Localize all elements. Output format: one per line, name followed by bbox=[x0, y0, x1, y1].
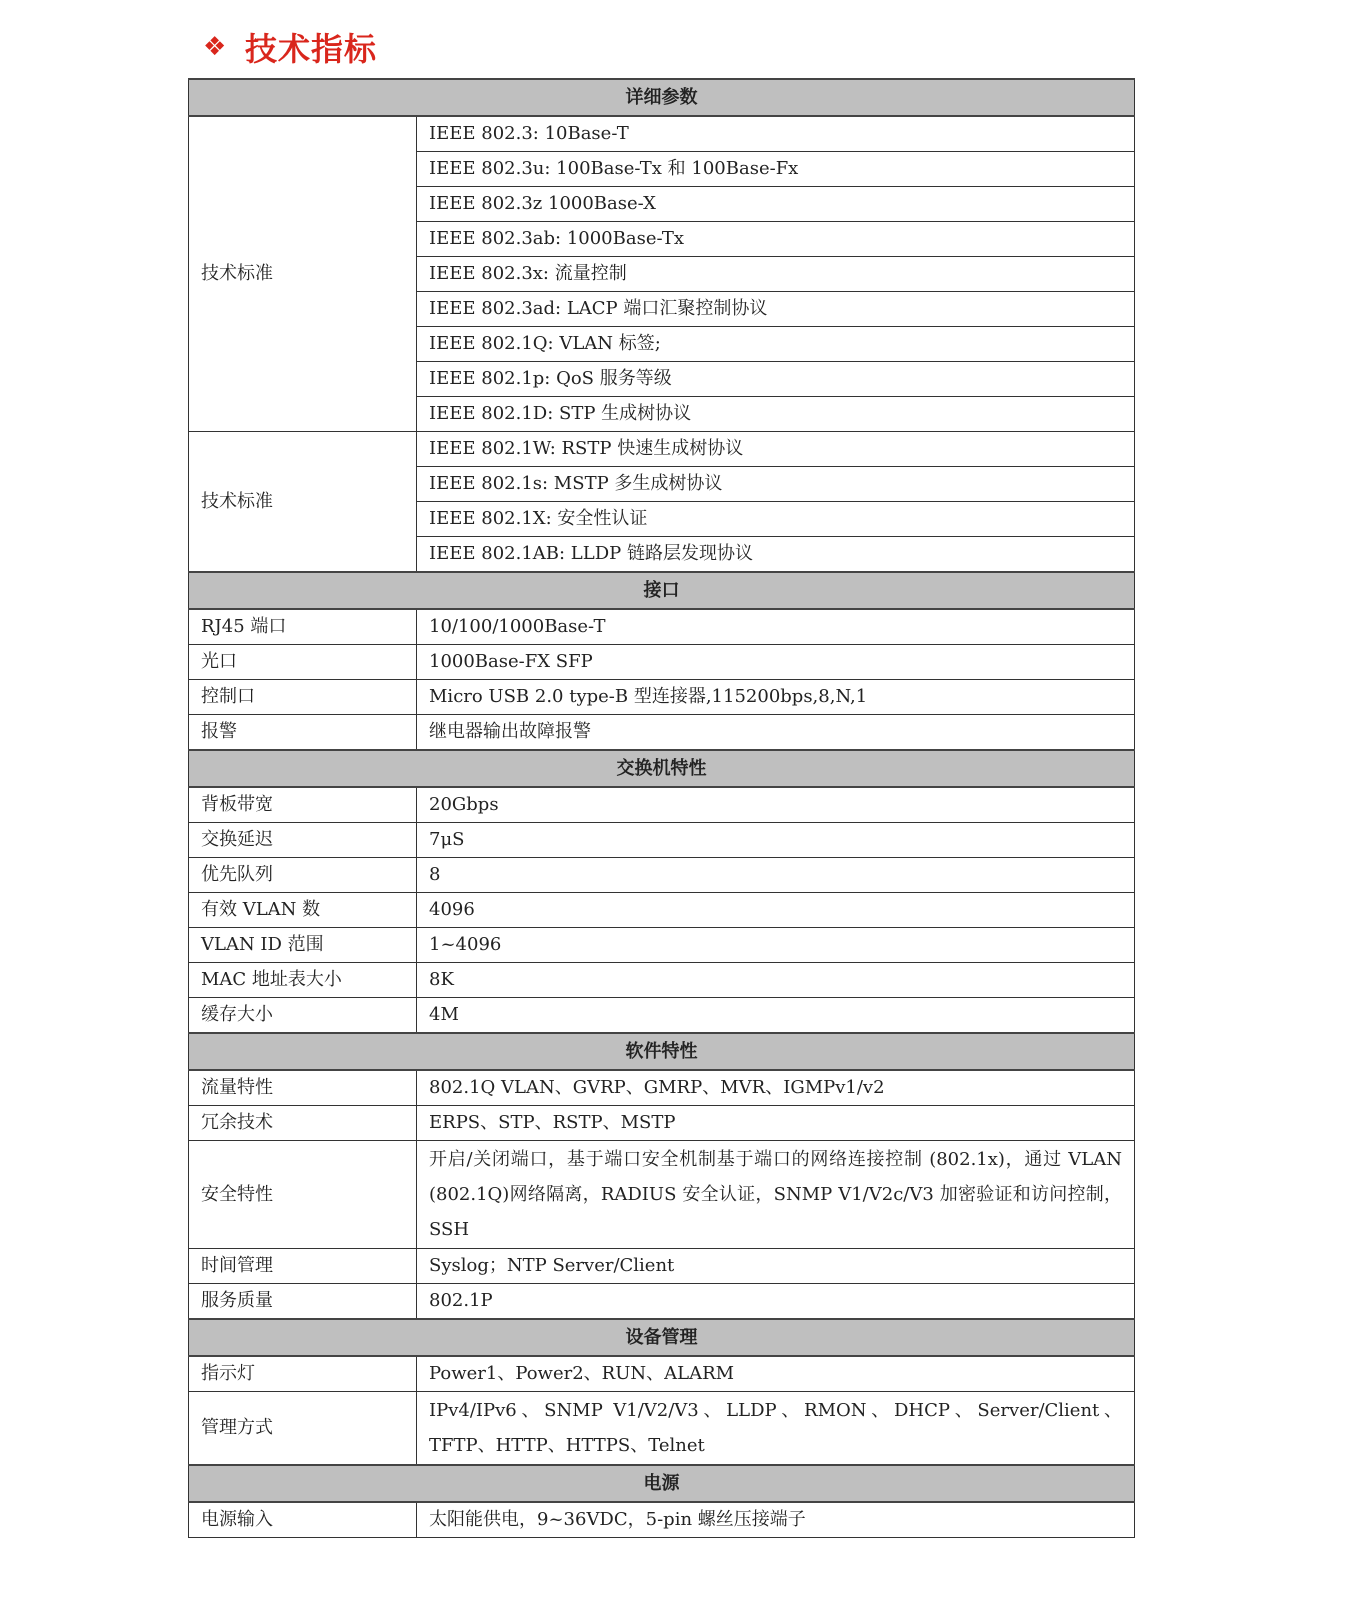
row-value: 继电器输出故障报警 bbox=[417, 715, 1135, 751]
row-label: 时间管理 bbox=[189, 1249, 417, 1284]
row-value: ERPS、STP、RSTP、MSTP bbox=[417, 1106, 1135, 1141]
table-row bbox=[189, 858, 1135, 893]
diamond-quad-icon: ❖ bbox=[203, 32, 227, 62]
section-heading: 电源 bbox=[189, 1465, 1135, 1502]
row-label: 指示灯 bbox=[189, 1356, 417, 1392]
table-row bbox=[189, 1392, 1135, 1466]
row-label: 技术标准 bbox=[189, 116, 417, 432]
table-row bbox=[189, 1141, 1135, 1249]
row-value: IEEE 802.1s: MSTP 多生成树协议 bbox=[417, 467, 1135, 502]
table-row bbox=[189, 893, 1135, 928]
table-row bbox=[189, 609, 1135, 645]
table-row bbox=[189, 715, 1135, 751]
row-value: 10/100/1000Base-T bbox=[417, 609, 1135, 645]
row-value: 1000Base-FX SFP bbox=[417, 645, 1135, 680]
table-row bbox=[189, 787, 1135, 823]
row-value: Power1、Power2、RUN、ALARM bbox=[417, 1356, 1135, 1392]
row-value: IEEE 802.3ad: LACP 端口汇聚控制协议 bbox=[417, 292, 1135, 327]
row-value: IEEE 802.1Q: VLAN 标签; bbox=[417, 327, 1135, 362]
section-header-details bbox=[189, 79, 1135, 116]
row-value: 开启/关闭端口，基于端口安全机制基于端口的网络连接控制 (802.1x)，通过 VLAN (802.1Q)网络隔离，RADIUS 安全认证，SNMP V1/V2c/V3 加密验证和访问控制，SSH bbox=[417, 1141, 1135, 1249]
row-value: 1~4096 bbox=[417, 928, 1135, 963]
section-header-interface bbox=[189, 572, 1135, 609]
section-header-software bbox=[189, 1033, 1135, 1070]
row-value: IEEE 802.1W: RSTP 快速生成树协议 bbox=[417, 432, 1135, 467]
row-value: IPv4/IPv6、SNMP V1/V2/V3、LLDP、RMON、DHCP、Server/Client、TFTP、HTTP、HTTPS、Telnet bbox=[417, 1392, 1135, 1466]
row-label: 流量特性 bbox=[189, 1070, 417, 1106]
section-header-power bbox=[189, 1465, 1135, 1502]
row-value: Syslog；NTP Server/Client bbox=[417, 1249, 1135, 1284]
section-header-management bbox=[189, 1319, 1135, 1356]
section-heading: 接口 bbox=[189, 572, 1135, 609]
row-label: VLAN ID 范围 bbox=[189, 928, 417, 963]
table-row bbox=[189, 116, 1135, 152]
table-row bbox=[189, 680, 1135, 715]
row-value: 20Gbps bbox=[417, 787, 1135, 823]
section-heading: 设备管理 bbox=[189, 1319, 1135, 1356]
table-row bbox=[189, 998, 1135, 1034]
row-value: IEEE 802.3x: 流量控制 bbox=[417, 257, 1135, 292]
row-label: 光口 bbox=[189, 645, 417, 680]
row-label: 背板带宽 bbox=[189, 787, 417, 823]
table-row bbox=[189, 1249, 1135, 1284]
row-value: 802.1Q VLAN、GVRP、GMRP、MVR、IGMPv1/v2 bbox=[417, 1070, 1135, 1106]
row-label: 报警 bbox=[189, 715, 417, 751]
table-row bbox=[189, 963, 1135, 998]
row-value: IEEE 802.1AB: LLDP 链路层发现协议 bbox=[417, 537, 1135, 573]
section-title bbox=[203, 22, 377, 72]
table-row bbox=[189, 432, 1135, 467]
section-heading: 交换机特性 bbox=[189, 750, 1135, 787]
row-label: 服务质量 bbox=[189, 1284, 417, 1320]
row-label: 技术标准 bbox=[189, 432, 417, 573]
row-label: 管理方式 bbox=[189, 1392, 417, 1466]
table-row bbox=[189, 1284, 1135, 1320]
row-value: IEEE 802.1X: 安全性认证 bbox=[417, 502, 1135, 537]
row-label: 交换延迟 bbox=[189, 823, 417, 858]
row-value: IEEE 802.3ab: 1000Base-Tx bbox=[417, 222, 1135, 257]
row-value: 太阳能供电，9~36VDC，5-pin 螺丝压接端子 bbox=[417, 1502, 1135, 1538]
table-row bbox=[189, 1106, 1135, 1141]
row-label: RJ45 端口 bbox=[189, 609, 417, 645]
section-header-switch bbox=[189, 750, 1135, 787]
row-value: 4M bbox=[417, 998, 1135, 1034]
table-row bbox=[189, 1502, 1135, 1538]
spec-table bbox=[188, 78, 1135, 1538]
row-label: 电源输入 bbox=[189, 1502, 417, 1538]
row-value: 802.1P bbox=[417, 1284, 1135, 1320]
row-label: 控制口 bbox=[189, 680, 417, 715]
table-row bbox=[189, 645, 1135, 680]
row-value: 4096 bbox=[417, 893, 1135, 928]
row-value: 8 bbox=[417, 858, 1135, 893]
row-value: IEEE 802.1p: QoS 服务等级 bbox=[417, 362, 1135, 397]
row-value: IEEE 802.3u: 100Base-Tx 和 100Base-Fx bbox=[417, 152, 1135, 187]
row-value: IEEE 802.3: 10Base-T bbox=[417, 116, 1135, 152]
row-value: 8K bbox=[417, 963, 1135, 998]
row-value: 7μS bbox=[417, 823, 1135, 858]
row-label: 安全特性 bbox=[189, 1141, 417, 1249]
section-title-text: 技术指标 bbox=[245, 30, 378, 68]
section-heading: 软件特性 bbox=[189, 1033, 1135, 1070]
row-value: Micro USB 2.0 type-B 型连接器,115200bps,8,N,1 bbox=[417, 680, 1135, 715]
table-row bbox=[189, 928, 1135, 963]
row-value: IEEE 802.1D: STP 生成树协议 bbox=[417, 397, 1135, 432]
table-row bbox=[189, 1070, 1135, 1106]
table-row bbox=[189, 1356, 1135, 1392]
row-label: 冗余技术 bbox=[189, 1106, 417, 1141]
row-label: 优先队列 bbox=[189, 858, 417, 893]
section-heading: 详细参数 bbox=[189, 79, 1135, 116]
row-value: IEEE 802.3z 1000Base-X bbox=[417, 187, 1135, 222]
row-label: MAC 地址表大小 bbox=[189, 963, 417, 998]
row-label: 有效 VLAN 数 bbox=[189, 893, 417, 928]
row-label: 缓存大小 bbox=[189, 998, 417, 1034]
table-row bbox=[189, 823, 1135, 858]
